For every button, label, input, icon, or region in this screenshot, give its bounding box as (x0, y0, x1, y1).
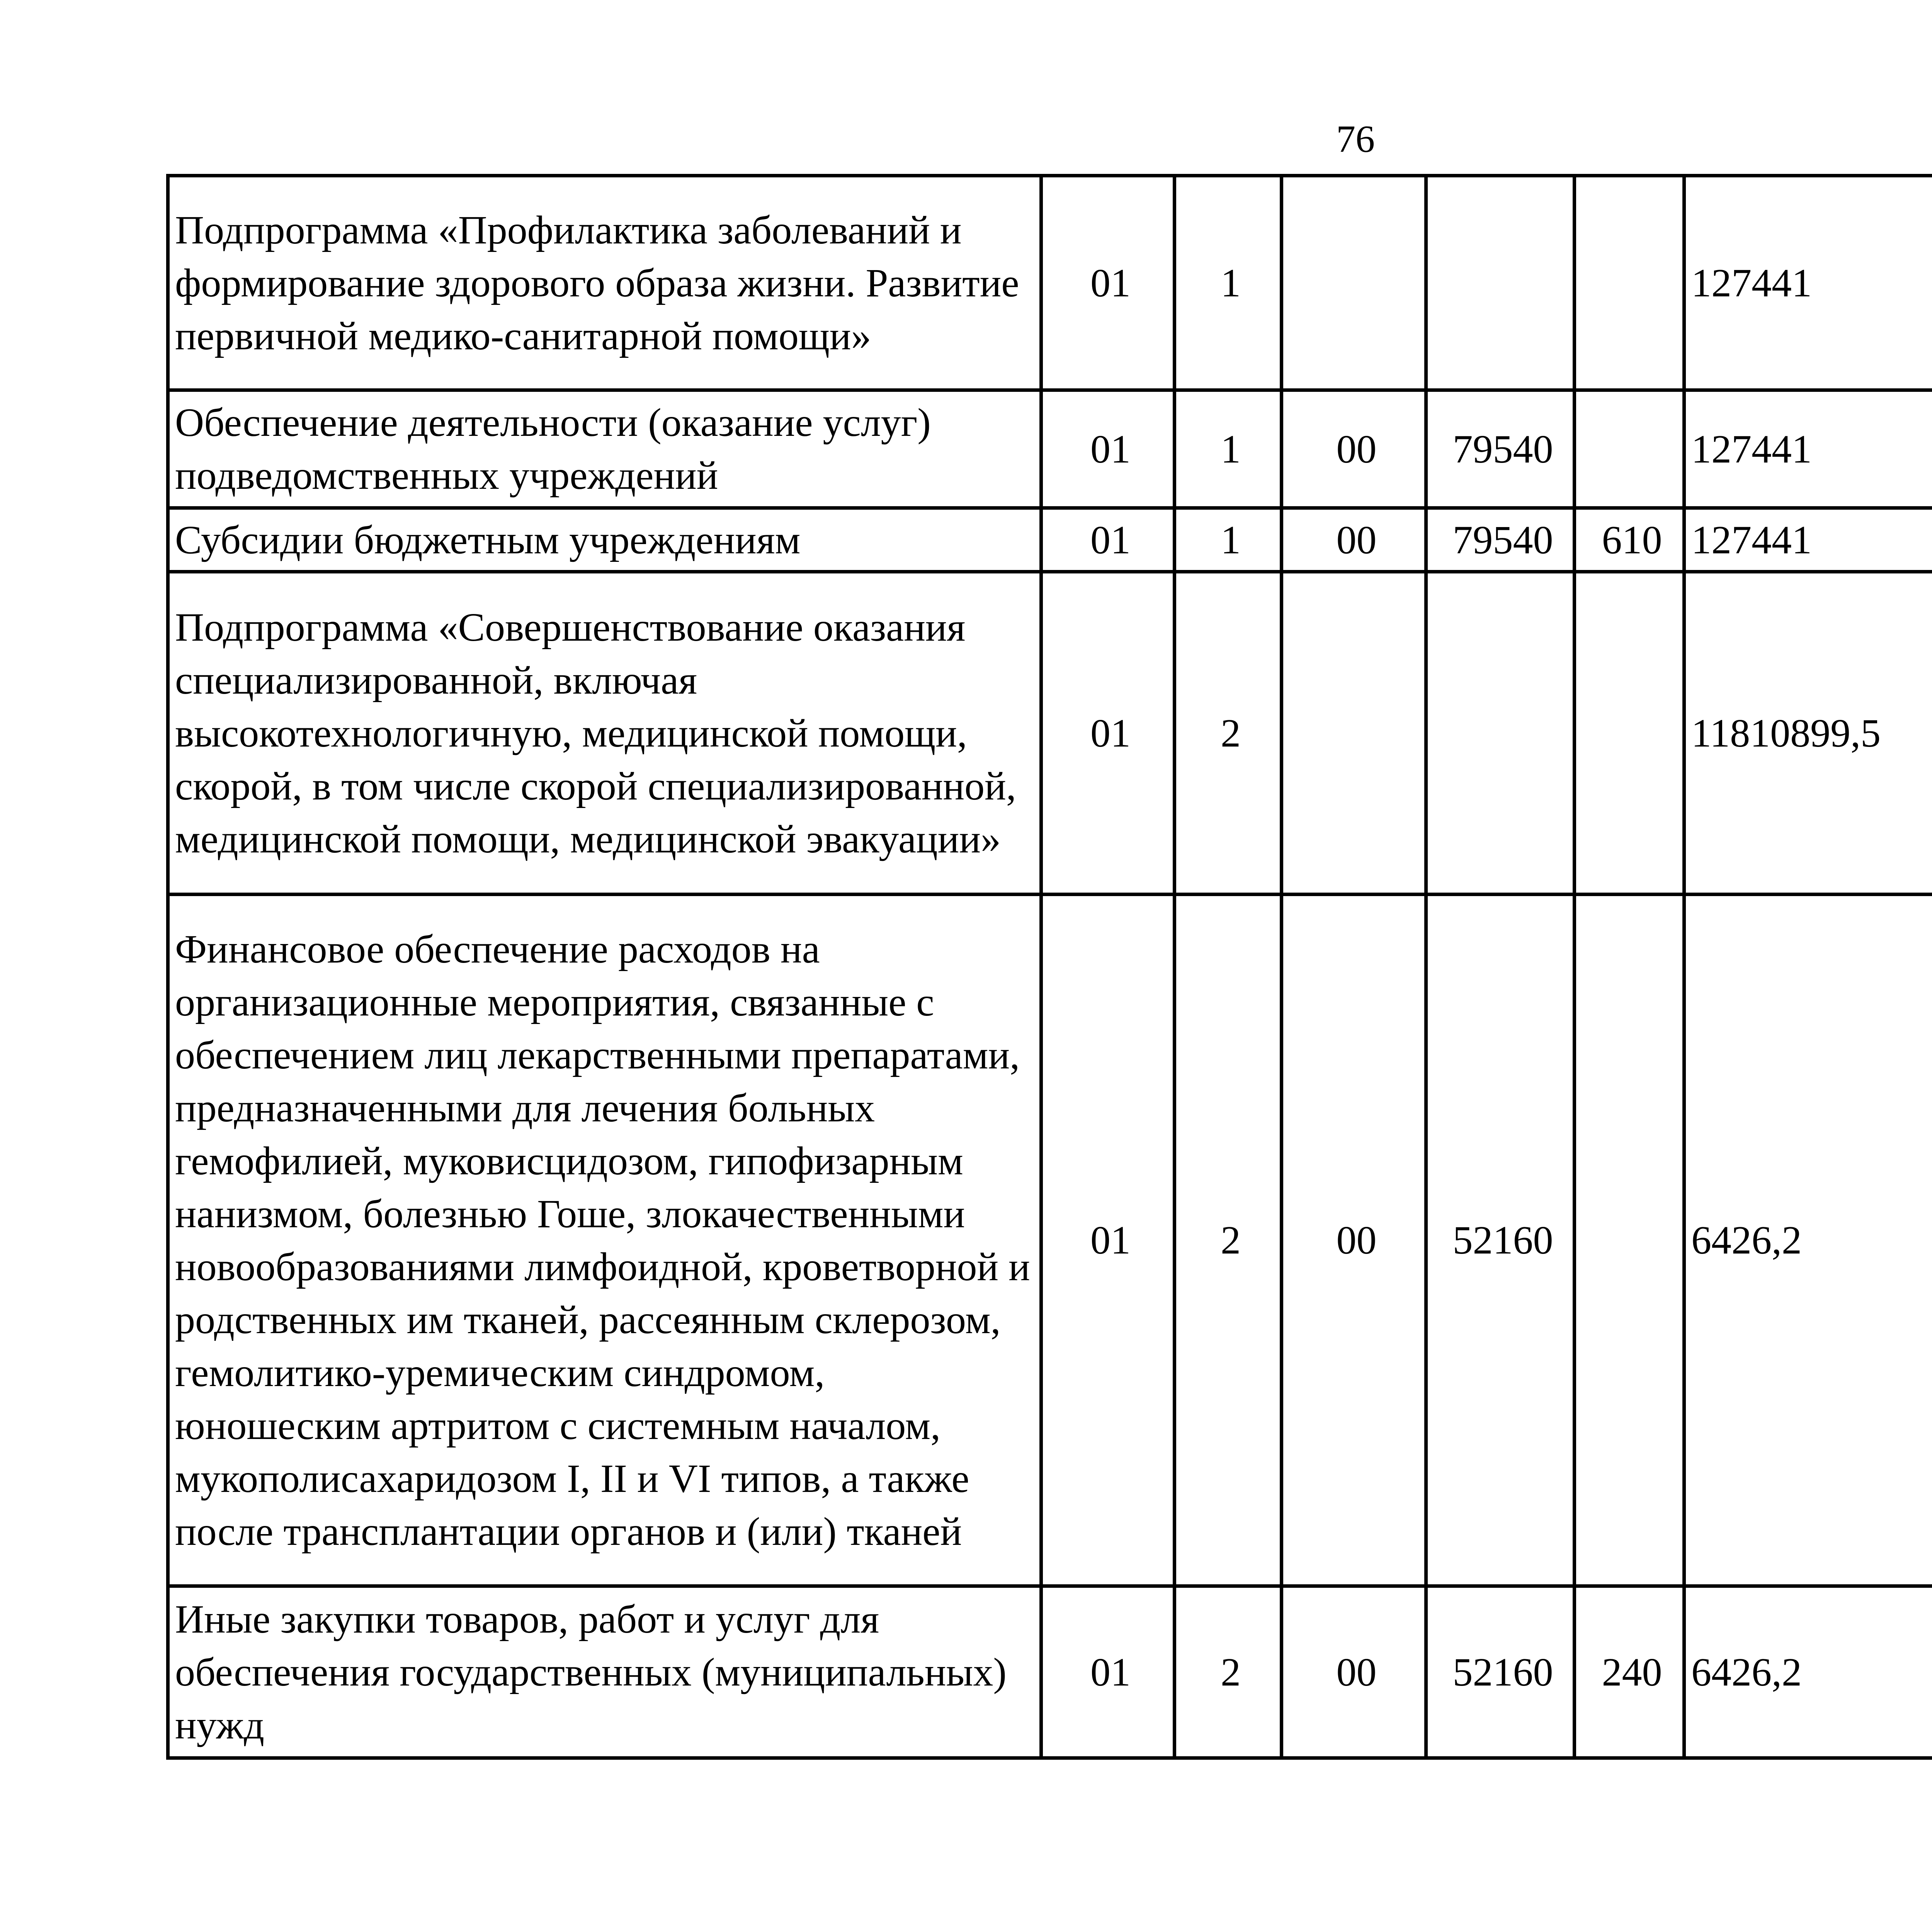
table-row (168, 390, 1932, 508)
code-expense-type: 610 (1575, 508, 1684, 572)
code-subprogram: 1 (1175, 176, 1282, 390)
code-program: 01 (1041, 390, 1175, 508)
row-name: Иные закупки товаров, работ и услуг для обеспечения государственных (муниципальных) нужд (168, 1586, 1041, 1758)
code-direction: 00 (1282, 895, 1426, 1586)
code-expense-type (1575, 572, 1684, 895)
row-name: Обеспечение деятельности (оказание услуг) подведомственных учреждений (168, 390, 1041, 508)
sum-year-1: 11810899,5 (1684, 572, 1932, 895)
code-direction: 00 (1282, 508, 1426, 572)
row-name: Подпрограмма «Совершенствование оказания специализированной, включая высокотехнологичную, медицинской помощи, скорой, в том числе скорой специализированной, медицинской помощи, медицинской эвакуации» (168, 572, 1041, 895)
code-program: 01 (1041, 895, 1175, 1586)
code-expense (1426, 572, 1575, 895)
code-program: 01 (1041, 176, 1175, 390)
code-subprogram: 1 (1175, 390, 1282, 508)
sum-year-1: 6426,2 (1684, 895, 1932, 1586)
table-row (168, 1586, 1932, 1758)
code-subprogram: 1 (1175, 508, 1282, 572)
code-expense-type: 240 (1575, 1586, 1684, 1758)
sum-year-1: 127441 (1684, 176, 1932, 390)
table-row (168, 176, 1932, 390)
code-expense-type (1575, 895, 1684, 1586)
sum-year-1: 127441 (1684, 390, 1932, 508)
sum-year-1: 6426,2 (1684, 1586, 1932, 1758)
code-direction (1282, 572, 1426, 895)
page-number: 76 (1336, 117, 1375, 160)
code-program: 01 (1041, 572, 1175, 895)
code-expense-type (1575, 390, 1684, 508)
row-name: Финансовое обеспечение расходов на организационные мероприятия, связанные с обеспечением лиц лекарственными препаратами, предназначенными для лечения больных гемофилией, муковисцидозом, гипофизарным нанизмом, болезнью Гоше, злокачественными новообразованиями лимфоидной, кроветворной и родственных им тканей, рассеянным склерозом, гемолитико-уремическим синдромом, юношеским артритом с системным началом, мукополисахаридозом I, II и VI типов, а также после трансплантации органов и (или) тканей (168, 895, 1041, 1586)
code-program: 01 (1041, 1586, 1175, 1758)
code-subprogram: 2 (1175, 1586, 1282, 1758)
code-expense: 52160 (1426, 895, 1575, 1586)
row-name: Подпрограмма «Профилактика заболеваний и формирование здорового образа жизни. Развитие первичной медико-санитарной помощи» (168, 176, 1041, 390)
row-name: Субсидии бюджетным учреждениям (168, 508, 1041, 572)
code-expense (1426, 176, 1575, 390)
table-row (168, 895, 1932, 1586)
code-subprogram: 2 (1175, 895, 1282, 1586)
code-expense: 79540 (1426, 508, 1575, 572)
sum-year-1: 127441 (1684, 508, 1932, 572)
budget-table (166, 174, 1932, 1760)
code-subprogram: 2 (1175, 572, 1282, 895)
code-direction: 00 (1282, 390, 1426, 508)
table-row (168, 508, 1932, 572)
code-expense: 79540 (1426, 390, 1575, 508)
code-direction (1282, 176, 1426, 390)
code-direction: 00 (1282, 1586, 1426, 1758)
code-program: 01 (1041, 508, 1175, 572)
code-expense: 52160 (1426, 1586, 1575, 1758)
table-row (168, 572, 1932, 895)
code-expense-type (1575, 176, 1684, 390)
